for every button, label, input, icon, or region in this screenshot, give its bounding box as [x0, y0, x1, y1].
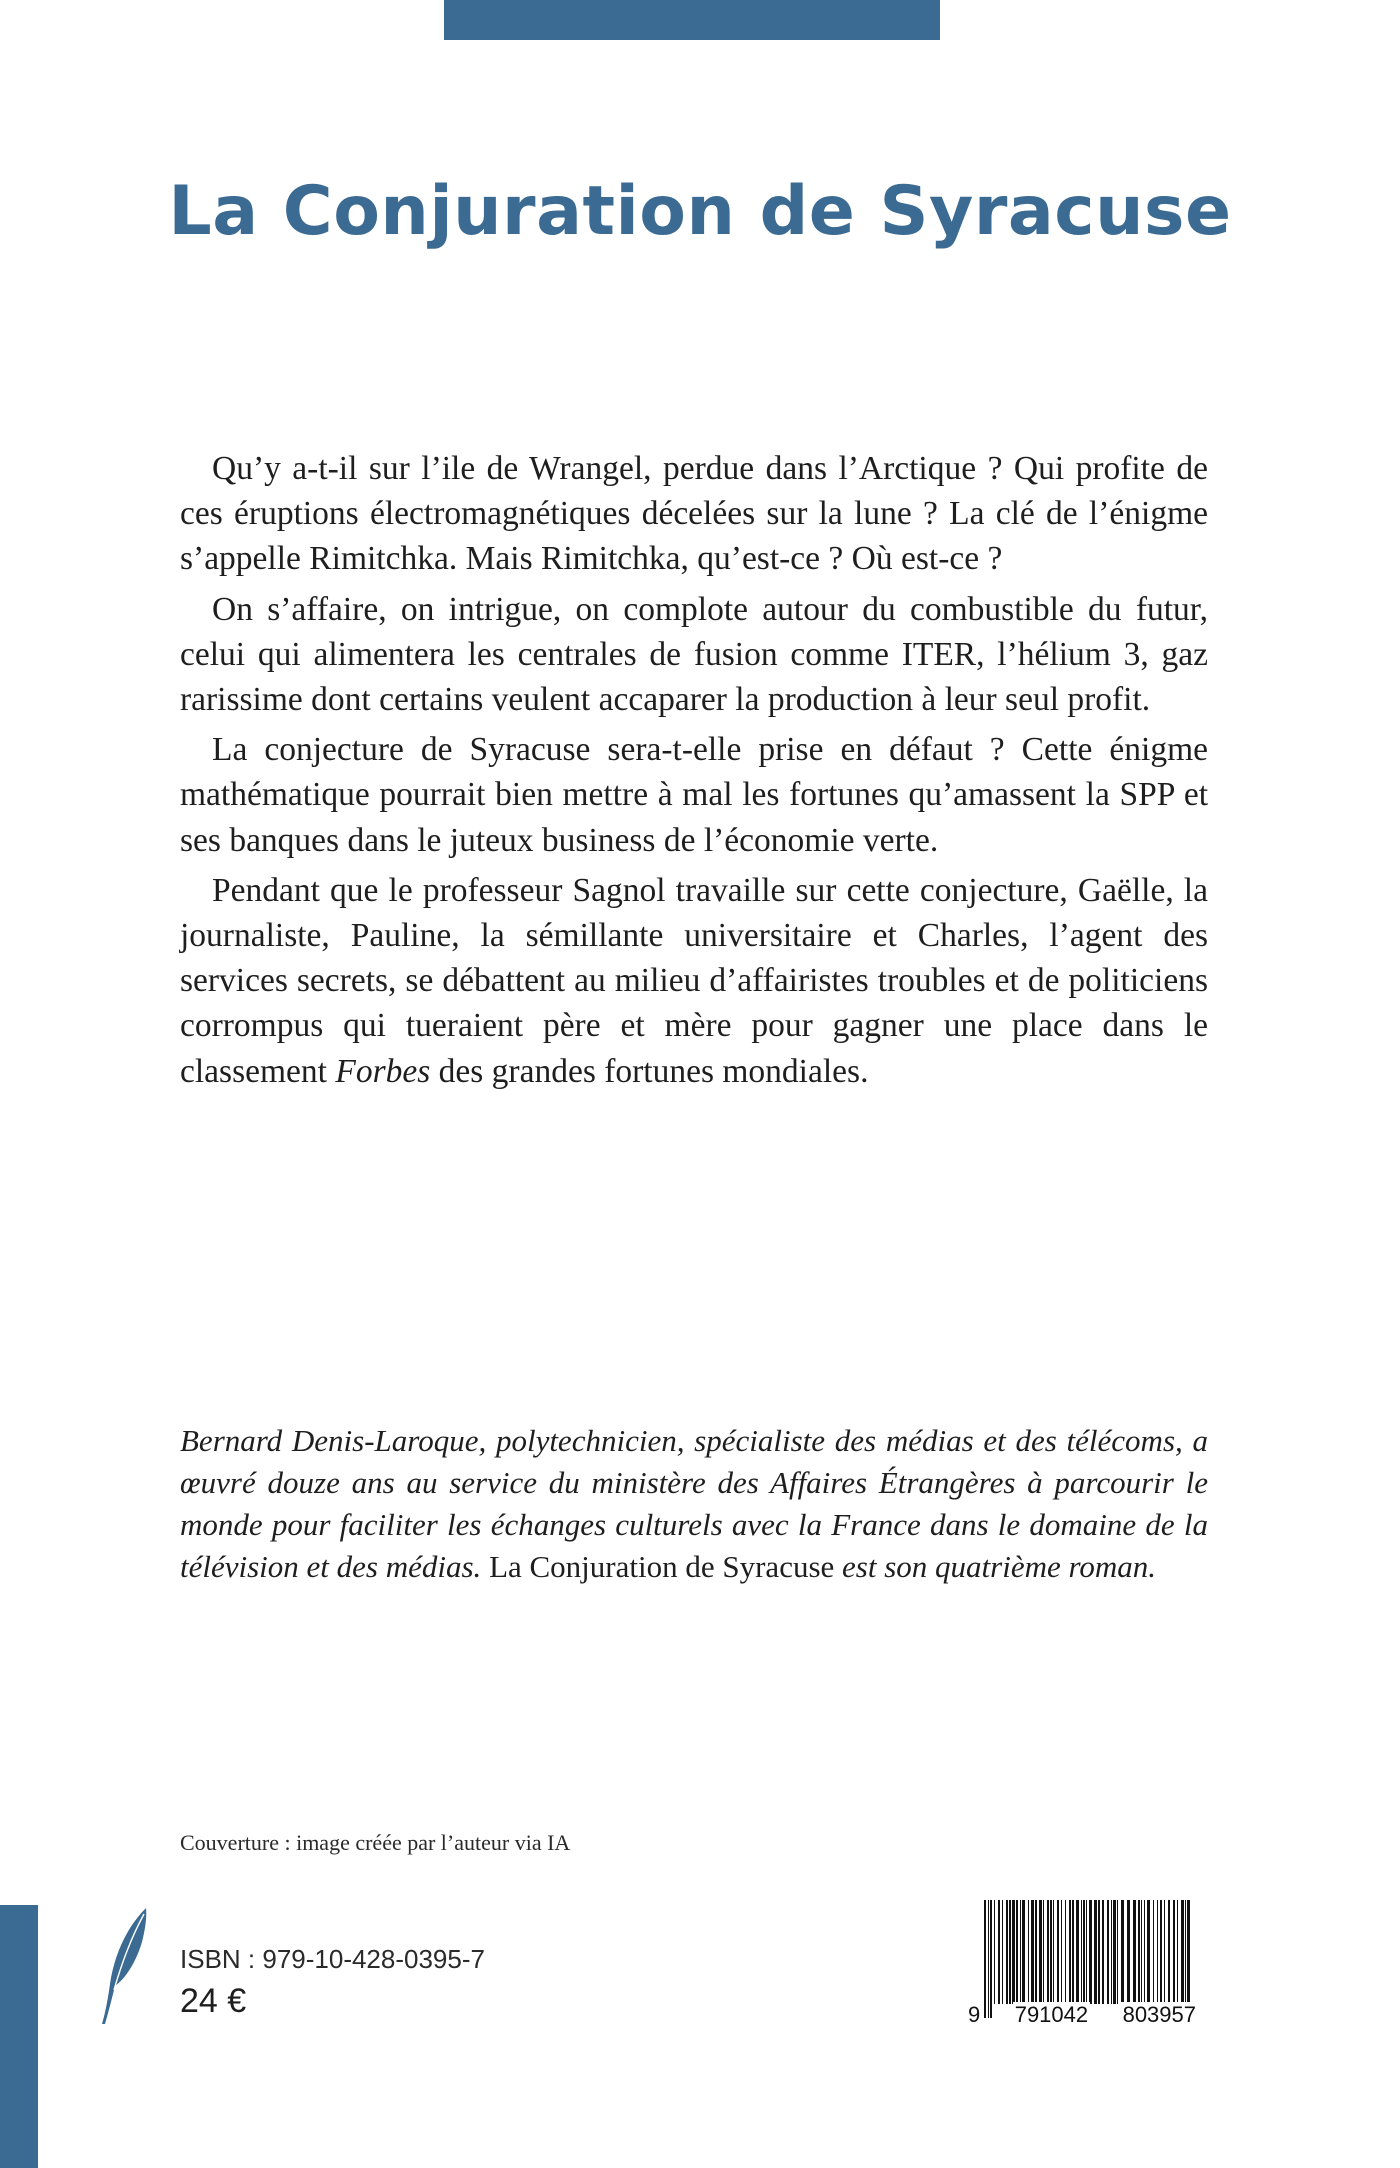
synopsis-paragraph-3: La conjecture de Syracuse sera-t-elle prise en défaut ? Cette énigme mathématique pourrait bien mettre à mal les fortunes qu’amassent la SPP et ses banques dans le juteux business de l’économie verte. [180, 731, 1208, 859]
barcode-bar [1138, 1900, 1140, 2004]
barcode-bar [1117, 1900, 1118, 2004]
price: 24 € [180, 1982, 247, 2020]
barcode-bar [1057, 1900, 1059, 2004]
barcode-bar [1035, 1900, 1037, 2004]
barcode-bar [1127, 1900, 1130, 2004]
barcode-bar [1141, 1900, 1142, 2004]
barcode-bar [1061, 1900, 1062, 2004]
barcode-bar [1185, 1900, 1186, 2004]
barcode-bar [1016, 1900, 1018, 2004]
barcode-bar [1047, 1900, 1049, 2004]
barcode-bar [1076, 1900, 1079, 2004]
barcode-digit-first: 9 [968, 2002, 981, 2027]
barcode-bar [1177, 1900, 1178, 2004]
barcode-bar [1022, 1900, 1025, 2004]
barcode-digits [966, 2002, 1198, 2028]
barcode-bar [1144, 1900, 1145, 2004]
synopsis-paragraph-4-end: des grandes fortunes mondiales. [430, 1052, 869, 1090]
barcode-bar [1009, 1900, 1011, 2004]
synopsis-paragraph-4-start: Pendant que le professeur Sagnol travaille sur cette conjecture, Gaëlle, la journaliste, Pauline, la sémillante universitaire et Charles, l’agent des services secrets, se débattent au milieu d’affairistes troubles et de politiciens corrompus qui tueraient père et mère pour gagner une place dans le classement [180, 871, 1208, 1090]
barcode-bar [994, 1900, 995, 2004]
barcode-bar [1069, 1900, 1071, 2004]
barcode-bar [1043, 1900, 1044, 2004]
barcode-digits-right: 803957 [1122, 2002, 1196, 2027]
author-bio [180, 1420, 1208, 1588]
barcode-bar [1089, 1900, 1092, 2004]
synopsis-paragraph-1: Qu’y a-t-il sur l’ile de Wrangel, perdue dans l’Arctique ? Qui profite de ces éruptions électromagnétiques décelées sur la lune ? La clé de l’énigme s’appelle Rimitchka. Mais Rimitchka, qu’est-ce ? Où est-ce ? [180, 450, 1208, 578]
synopsis-paragraph-4 [180, 868, 1208, 1094]
barcode-bar [1121, 1900, 1124, 2004]
barcode-bar [1028, 1900, 1029, 2004]
author-bio-text: Bernard Denis-Laroque, polytechnicien, spécialiste des médias et des télécoms, a œuvré douze ans au service du ministère des Affaires Étrangères à parcourir le monde pour faciliter les échanges culturels avec la France dans le domaine de la télévision et des médias. [180, 1423, 1208, 1584]
author-bio-book-title: La Conjuration de Syracuse [489, 1549, 835, 1584]
barcode-bar [1164, 1900, 1165, 2004]
barcode-bar [1086, 1900, 1087, 2004]
barcode-bar [1181, 1900, 1184, 2004]
barcode-bar [1050, 1900, 1052, 2004]
barcode-bar [1094, 1900, 1097, 2004]
barcode-bar [1147, 1900, 1150, 2004]
barcode-bar [1031, 1900, 1034, 2004]
barcode-bar [984, 1900, 986, 2018]
barcode-bar [1157, 1900, 1158, 2004]
top-accent-bar [444, 0, 940, 40]
barcode-bar [1098, 1900, 1100, 2004]
barcode-bar [1153, 1900, 1154, 2004]
synopsis-paragraph-2: On s’affaire, on intrigue, on complote autour du combustible du futur, celui qui alimentera les centrales de fusion comme ITER, l’hélium 3, gaz rarissime dont certains veulent accaparer la production à leur seul profit. [180, 590, 1208, 719]
barcode-bar [1187, 1900, 1190, 2018]
feather-icon [96, 1906, 152, 2026]
barcode-bar [1006, 1900, 1008, 2004]
barcode-bar [1113, 1900, 1116, 2004]
barcode-bar [1012, 1900, 1015, 2004]
barcode-bar [988, 1900, 989, 2018]
barcode-bar [1133, 1900, 1136, 2004]
author-bio-end: est son quatrième roman. [834, 1549, 1157, 1584]
barcode-bar [1081, 1900, 1082, 2018]
barcode-bar [1173, 1900, 1175, 2004]
barcode-bar [990, 1900, 992, 2018]
barcode-bar [1160, 1900, 1162, 2004]
forbes-italic: Forbes [335, 1052, 431, 1090]
barcode-bar [1065, 1900, 1066, 2004]
barcode-bar [1053, 1900, 1054, 2004]
barcode-bar [1102, 1900, 1104, 2004]
side-accent-bar [0, 1905, 38, 2168]
barcode-bar [1020, 1900, 1021, 2004]
barcode-bar [1083, 1900, 1085, 2018]
barcode-bar [1002, 1900, 1003, 2004]
barcode-bar [1039, 1900, 1042, 2004]
book-title: La Conjuration de Syracuse [168, 172, 1232, 251]
synopsis [180, 446, 1208, 1099]
barcode-bar [1111, 1900, 1112, 2004]
barcode-digits-left: 791042 [1014, 2002, 1089, 2027]
cover-credit: Couverture : image créée par l’auteur via IA [180, 1830, 571, 1855]
isbn: ISBN : 979-10-428-0395-7 [180, 1944, 485, 1974]
barcode-bar [1168, 1900, 1170, 2004]
barcode-bar [1072, 1900, 1074, 2004]
barcode-bar [998, 1900, 1000, 2004]
barcode-bar [1107, 1900, 1109, 2004]
